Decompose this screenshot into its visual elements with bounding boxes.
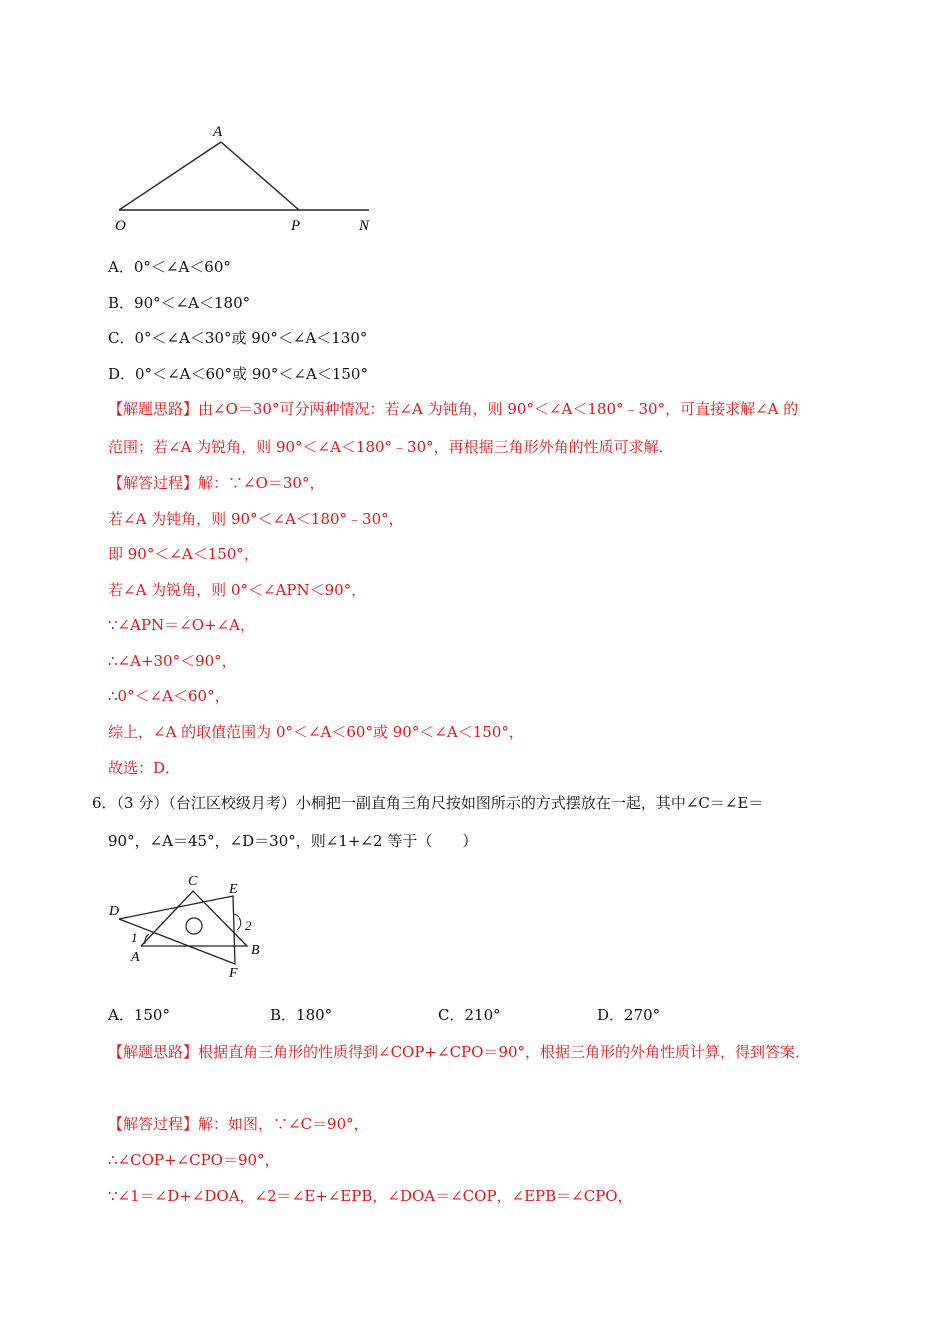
- q6-option-d: D．270°: [597, 1006, 661, 1024]
- q6-option-a: A．150°: [108, 1006, 170, 1024]
- q6-process-line: ∵∠1＝∠D+∠DOA，∠2＝∠E+∠EPB，∠DOA＝∠COP，∠EPB＝∠CPO，: [108, 1187, 633, 1205]
- q5-process-line: ∵∠APN＝∠O+∠A，: [108, 616, 255, 634]
- q6-option-c: C．210°: [438, 1006, 501, 1024]
- label-1: 1: [131, 930, 138, 945]
- q5-process-line: 即 90°＜∠A＜150°，: [108, 545, 259, 563]
- q5-option-c: C．0°＜∠A＜30°或 90°＜∠A＜130°: [108, 329, 368, 347]
- label-n: N: [359, 218, 370, 234]
- q6-idea: 【解题思路】根据直角三角形的性质得到∠COP+∠CPO＝90°，根据三角形的外角性质计算，得到答案．: [108, 1043, 811, 1061]
- q6-stem-line2: 90°，∠A＝45°，∠D＝30°，则∠1+∠2 等于（ ）: [108, 832, 478, 850]
- q5-process-line: ∴0°＜∠A＜60°，: [108, 687, 230, 705]
- q5-process-line: 综上，∠A 的取值范围为 0°＜∠A＜60°或 90°＜∠A＜150°，: [108, 723, 524, 741]
- figure-set-squares: [105, 868, 280, 983]
- q5-process-line: ∴∠A+30°＜90°，: [108, 652, 237, 670]
- q5-idea-line2: 范围；若∠A 为锐角，则 90°＜∠A＜180°﹣30°，再根据三角形外角的性质可求解．: [108, 438, 674, 456]
- q5-process-line: 若∠A 为锐角，则 0°＜∠APN＜90°，: [108, 581, 367, 599]
- q5-process-line: 故选：D．: [108, 759, 181, 777]
- label-a: A: [213, 124, 223, 140]
- label-2: 2: [245, 918, 252, 933]
- figure-angle-aop: [105, 118, 395, 243]
- label-a2: A: [131, 950, 140, 965]
- angle-2-arc: [234, 914, 241, 930]
- segment-oa: [119, 142, 221, 210]
- label-f: F: [229, 966, 238, 981]
- q5-option-b: B．90°＜∠A＜180°: [108, 294, 251, 312]
- label-p: P: [291, 218, 301, 234]
- center-circle: [186, 918, 202, 934]
- q5-option-a: A．0°＜∠A＜60°: [108, 258, 231, 276]
- label-e: E: [229, 882, 238, 897]
- label-d: D: [109, 904, 120, 919]
- label-c: C: [188, 874, 198, 889]
- q6-stem-line1: 6．（3 分）（台江区校级月考）小桐把一副直角三角尺按如图所示的方式摆放在一起，其中∠C＝∠E＝: [92, 794, 764, 812]
- segment-ap: [221, 142, 299, 210]
- q6-option-b: B．180°: [270, 1006, 333, 1024]
- q5-process-line: 【解答过程】解：∵∠O＝30°，: [108, 474, 325, 492]
- q5-idea-line1: 【解题思路】由∠O＝30°可分两种情况：若∠A 为钝角，则 90°＜∠A＜180°﹣30°，可直接求解∠A 的: [108, 400, 799, 418]
- label-b: B: [251, 943, 260, 958]
- q6-process-line: 【解答过程】解：如图，∵∠C＝90°，: [108, 1115, 369, 1133]
- q5-process-line: 若∠A 为钝角，则 90°＜∠A＜180°﹣30°，: [108, 510, 404, 528]
- q5-option-d: D．0°＜∠A＜60°或 90°＜∠A＜150°: [108, 365, 368, 383]
- label-o: O: [115, 218, 126, 234]
- q6-process-line: ∴∠COP+∠CPO＝90°，: [108, 1151, 280, 1169]
